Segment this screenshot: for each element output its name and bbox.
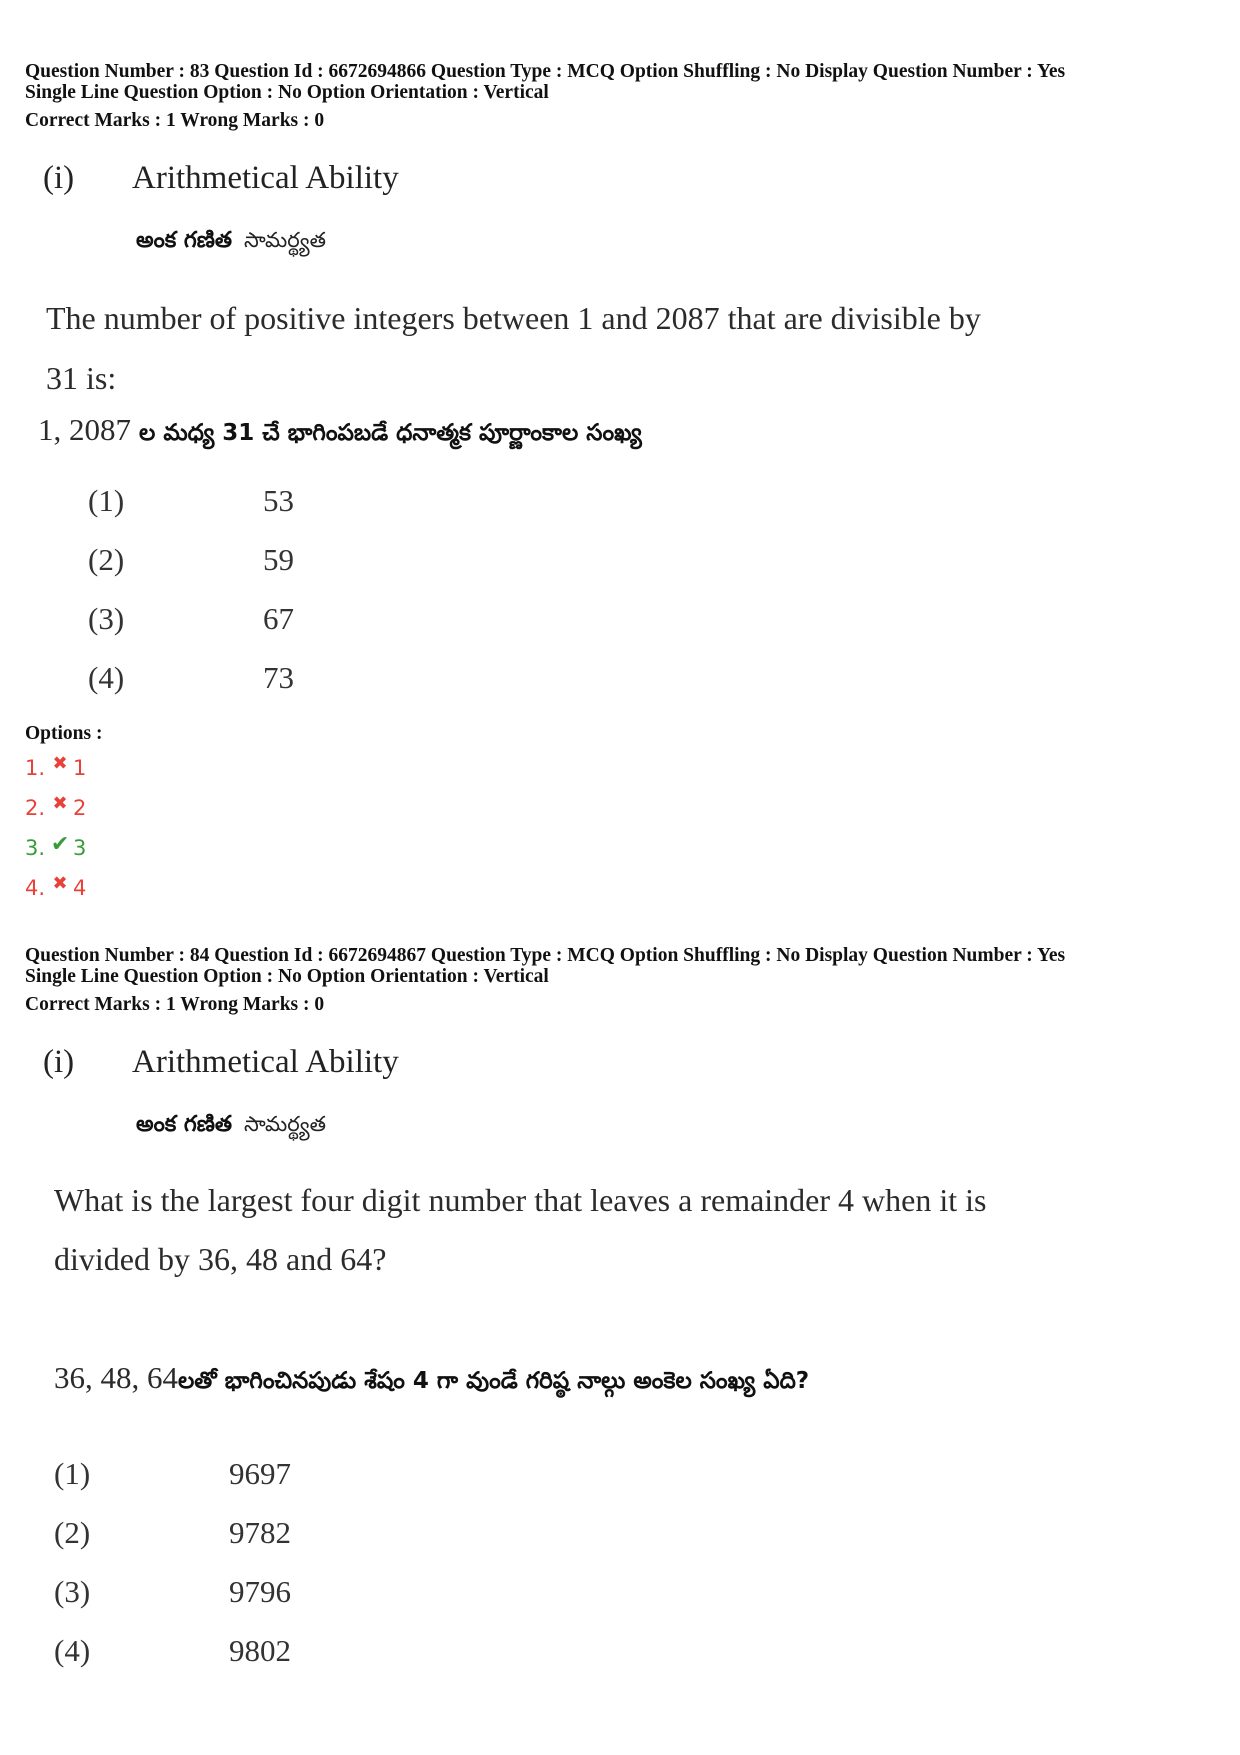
option-value: 53 xyxy=(263,483,294,518)
option-number: (2) xyxy=(88,542,125,577)
section-title: Arithmetical Ability xyxy=(132,1044,399,1080)
question-text-line2: divided by 36, 48 and 64? xyxy=(54,1241,387,1277)
marks-line: Correct Marks : 1 Wrong Marks : 0 xyxy=(25,994,325,1015)
section-title: Arithmetical Ability xyxy=(132,160,399,196)
option-number: (4) xyxy=(54,1633,91,1668)
marks-line: Correct Marks : 1 Wrong Marks : 0 xyxy=(25,110,325,131)
option-number: (1) xyxy=(54,1456,91,1491)
option-value: 9697 xyxy=(229,1456,291,1491)
cross-icon: ✖ xyxy=(52,753,68,774)
section-title-telugu xyxy=(136,228,326,258)
cross-icon: ✖ xyxy=(52,873,68,894)
answer-index: 3. xyxy=(25,836,46,860)
question-text-line2: 31 is: xyxy=(46,360,117,396)
question-text-line1: The number of positive integers between 1 and 2087 that are divisible by xyxy=(46,300,981,336)
answer-label: 4 xyxy=(73,876,87,900)
question-telugu-text: ల మధ్య 31 చే భాగింపబడే ధనాత్మక పూర్ణాంకాల సంఖ్య xyxy=(131,420,642,446)
answer-index: 1. xyxy=(25,756,46,780)
answer-label: 3 xyxy=(73,836,87,860)
cross-icon: ✖ xyxy=(52,793,68,814)
option-value: 59 xyxy=(263,542,294,577)
answer-option-4 xyxy=(25,873,87,900)
answer-option-2 xyxy=(25,793,87,820)
section-title-telugu xyxy=(136,1112,326,1142)
section-telugu-part-a: అంక గణిత xyxy=(136,1112,233,1137)
question-meta-line2: Single Line Question Option : No Option Orientation : Vertical xyxy=(25,966,549,987)
answer-label: 1 xyxy=(73,756,87,780)
answer-label: 2 xyxy=(73,796,87,820)
question-meta-line2: Single Line Question Option : No Option Orientation : Vertical xyxy=(25,82,549,103)
question-meta-line1: Question Number : 83 Question Id : 6672694866 Question Type : MCQ Option Shuffling : No Display Question Number : Yes xyxy=(25,61,1066,82)
question-telugu-numbers: 1, 2087 xyxy=(38,412,131,447)
question-meta-line1: Question Number : 84 Question Id : 6672694867 Question Type : MCQ Option Shuffling : No Display Question Number : Yes xyxy=(25,945,1066,966)
answer-option-1 xyxy=(25,753,87,780)
section-telugu-part-b: సామర్థ్యత xyxy=(244,228,326,252)
checkmark-icon: ✔ xyxy=(50,832,70,857)
question-telugu-numbers: 36, 48, 64 xyxy=(54,1360,178,1395)
answer-option-3 xyxy=(25,832,87,861)
option-value: 9802 xyxy=(229,1633,291,1668)
section-number: (i) xyxy=(43,1044,75,1080)
question-text-telugu xyxy=(54,1360,809,1400)
options-label: Options : xyxy=(25,723,103,744)
option-number: (4) xyxy=(88,660,125,695)
section-number: (i) xyxy=(43,160,75,196)
option-number: (2) xyxy=(54,1515,91,1550)
option-value: 9796 xyxy=(229,1574,291,1609)
question-text-telugu xyxy=(38,412,642,452)
option-value: 67 xyxy=(263,601,294,636)
option-number: (1) xyxy=(88,483,125,518)
option-number: (3) xyxy=(54,1574,91,1609)
question-text-line1: What is the largest four digit number that leaves a remainder 4 when it is xyxy=(54,1182,987,1218)
option-value: 9782 xyxy=(229,1515,291,1550)
section-telugu-part-a: అంక గణిత xyxy=(136,228,233,253)
option-number: (3) xyxy=(88,601,125,636)
question-telugu-text: లతో భాగించినపుడు శేషం 4 గా వుండే గరిష్ఠ నాల్గు అంకెల సంఖ్య ఏది? xyxy=(178,1368,810,1394)
option-value: 73 xyxy=(263,660,294,695)
answer-index: 2. xyxy=(25,796,46,820)
section-telugu-part-b: సామర్థ్యత xyxy=(244,1112,326,1136)
answer-index: 4. xyxy=(25,876,46,900)
